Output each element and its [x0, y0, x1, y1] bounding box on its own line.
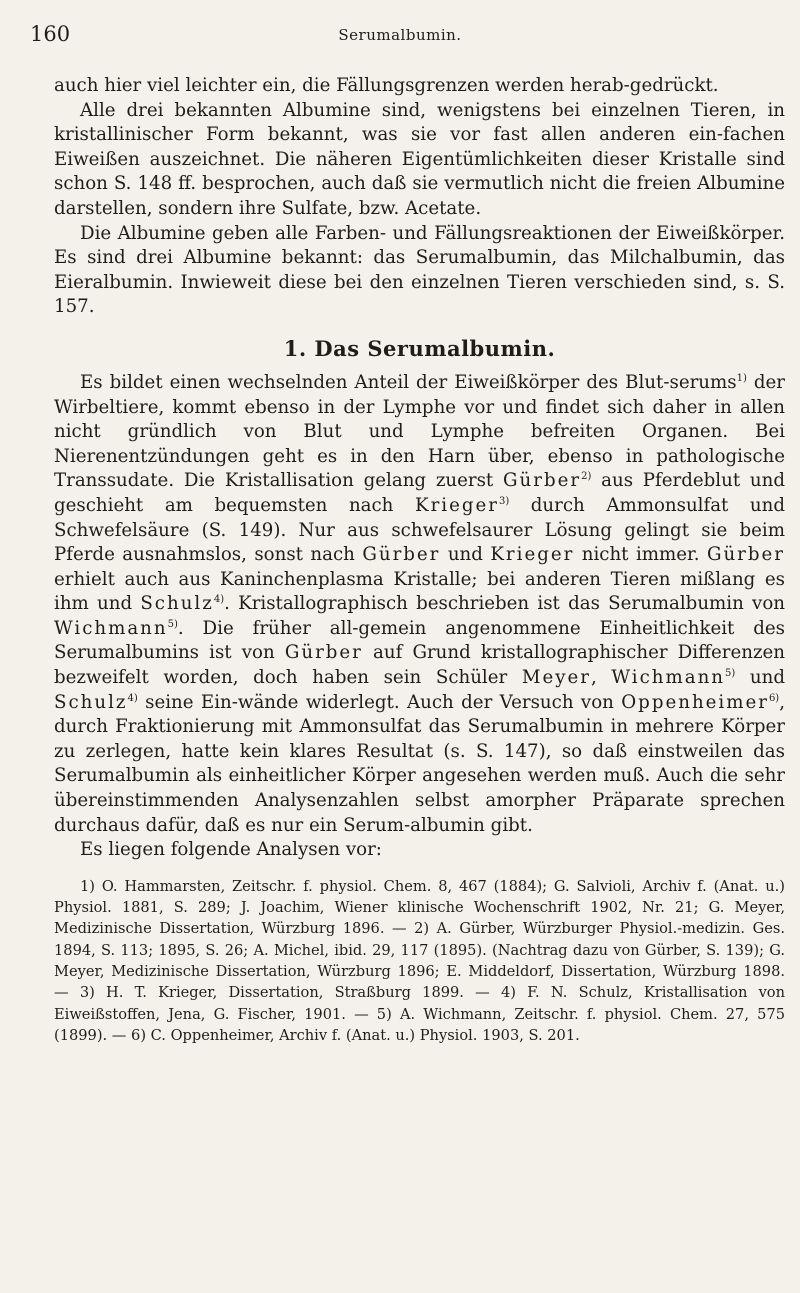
text-run: erhielt auch aus Kaninchenplasma Kristalle; bei anderen Tieren mißlang es ihm und: [54, 568, 785, 615]
page-body: [54, 74, 785, 1046]
author-name: Oppenheimer: [621, 691, 769, 713]
page-header: [0, 22, 800, 52]
paragraph-albumin-reactions: Die Albumine geben alle Farben- und Fällungsreaktionen der Eiweißkörper. Es sind drei Albumine bekannt: das Serumalbumin, das Milchalbumin, das Eieralbumin. Inwieweit diese bei den einzelnen Tieren verschieden sind, s. S. 157.: [54, 222, 785, 318]
author-name: Schulz: [54, 691, 128, 713]
text-run: der Wirbeltiere, kommt ebenso in der Lymphe vor und findet sich daher in allen nicht gründlich von Blut und Lymphe befreiten Organen. Bei Nierenentzündungen geht es in den Harn über, ebenso in pathologische Transsudate. Die Kristallisation gelang zuerst: [54, 371, 785, 492]
text-run: und: [735, 667, 785, 689]
footnote-ref-3: 3): [498, 495, 510, 507]
author-name: Gürber: [284, 642, 363, 664]
text-run: seine Ein-wände widerlegt. Auch der Versuch von: [137, 691, 622, 713]
text-run: auf Grund kristallographischer Differenzen bezweifelt worden, doch haben sein Schüler: [54, 642, 786, 689]
running-head: Serumalbumin.: [338, 26, 462, 44]
footnote-ref-5: 5): [725, 668, 736, 679]
footnote-ref-2: 2): [581, 471, 592, 483]
text-run: nicht immer.: [574, 544, 707, 566]
author-name: Krieger: [490, 544, 575, 566]
text-run: , durch Fraktionierung mit Ammonsulfat das Serumalbumin in mehrere Körper zu zerlegen, hatte kein klares Resultat (s. S. 147), so daß einstweilen das Serumalbumin als einheitlicher Körper angesehen werden muß. Auch die sehr übereinstimmenden Analysenzahlen selbst amorpher Präparate sprechen durchaus dafür, daß es nur ein Serum-albumin gibt.: [54, 691, 785, 836]
paragraph-albumin-crystals: Alle drei bekannten Albumine sind, wenigstens bei einzelnen Tieren, in kristallinischer Form bekannt, was sie vor fast allen anderen ein-fachen Eiweißen auszeichnet. Die näheren Eigentümlichkeiten dieser Kristalle sind schon S. 148 ff. besprochen, auch daß sie vermutlich nicht die freien Albumine darstellen, sondern ihre Sulfate, bzw. Acetate.: [54, 99, 785, 219]
author-name: Gürber: [503, 470, 582, 492]
footnote-ref-6: 6): [768, 692, 780, 704]
author-name: Meyer: [521, 667, 591, 689]
text-run: . Die früher all-gemein angenommene Einheitlichkeit des Serumalbumins ist von: [54, 617, 785, 664]
author-name: Gürber: [706, 544, 785, 566]
paragraph-continuation: auch hier viel leichter ein, die Fällungsgrenzen werden herab-gedrückt.: [54, 75, 719, 96]
author-name: Wichmann: [611, 667, 725, 689]
text-run: . Kristallographisch beschrieben ist das Serumalbumin von: [224, 593, 785, 615]
author-name: Gürber: [362, 544, 441, 566]
footnote-block: 1) O. Hammarsten, Zeitschr. f. physiol. Chem. 8, 467 (1884); G. Salvioli, Archiv f. (Anat. u.) Physiol. 1881, S. 289; J. Joachim, Wiener klinische Wochenschrift 1902, Nr. 21; G. Meyer, Medizinische Dissertation, Würzburg 1896. — 2) A. Gürber, Würzburger Physiol.-medizin. Ges. 1894, S. 113; 1895, S. 26; A. Michel, ibid. 29, 117 (1895). (Nachtrag dazu von Gürber, S. 139); G. Meyer, Medizinische Dissertation, Würzburg 1896; E. Middeldorf, Dissertation, Würzburg 1898. — 3) H. T. Krieger, Dissertation, Straßburg 1899. — 4) F. N. Schulz, Kristallisation von Eiweißstoffen, Jena, G. Fischer, 1901. — 5) A. Wichmann, Zeitschr. f. physiol. Chem. 27, 575 (1899). — 6) C. Oppenheimer, Archiv f. (Anat. u.) Physiol. 1903, S. 201.: [54, 877, 785, 1044]
text-run: ,: [590, 667, 612, 689]
author-name: Schulz: [140, 593, 214, 615]
footnote-ref-1: 1): [736, 372, 747, 384]
paragraph-serumalbumin: [54, 371, 785, 838]
footnote-ref-5: 5): [167, 618, 178, 630]
page-number: 160: [30, 22, 71, 46]
paragraph-analyses-intro: Es liegen folgende Analysen vor:: [80, 839, 382, 861]
text-run: Es bildet einen wechselnden Anteil der Eiweißkörper des Blut-serums: [80, 371, 737, 393]
footnote-ref-4: 4): [213, 594, 225, 606]
text-run: und: [440, 544, 491, 566]
section-title: 1. Das Serumalbumin.: [283, 335, 556, 361]
text-run: durch Ammonsulfat und Schwefelsäure (S. 149). Nur aus schwefelsaurer Lösung gelingt sie beim Pferde ausnahmslos, sonst nach: [54, 494, 785, 566]
author-name: Krieger: [414, 494, 499, 516]
text-run: aus Pferdeblut und geschieht am bequemsten nach: [54, 470, 785, 516]
author-name: Wichmann: [54, 617, 168, 639]
footnotes: [54, 876, 785, 1046]
footnote-ref-4: 4): [127, 692, 138, 704]
